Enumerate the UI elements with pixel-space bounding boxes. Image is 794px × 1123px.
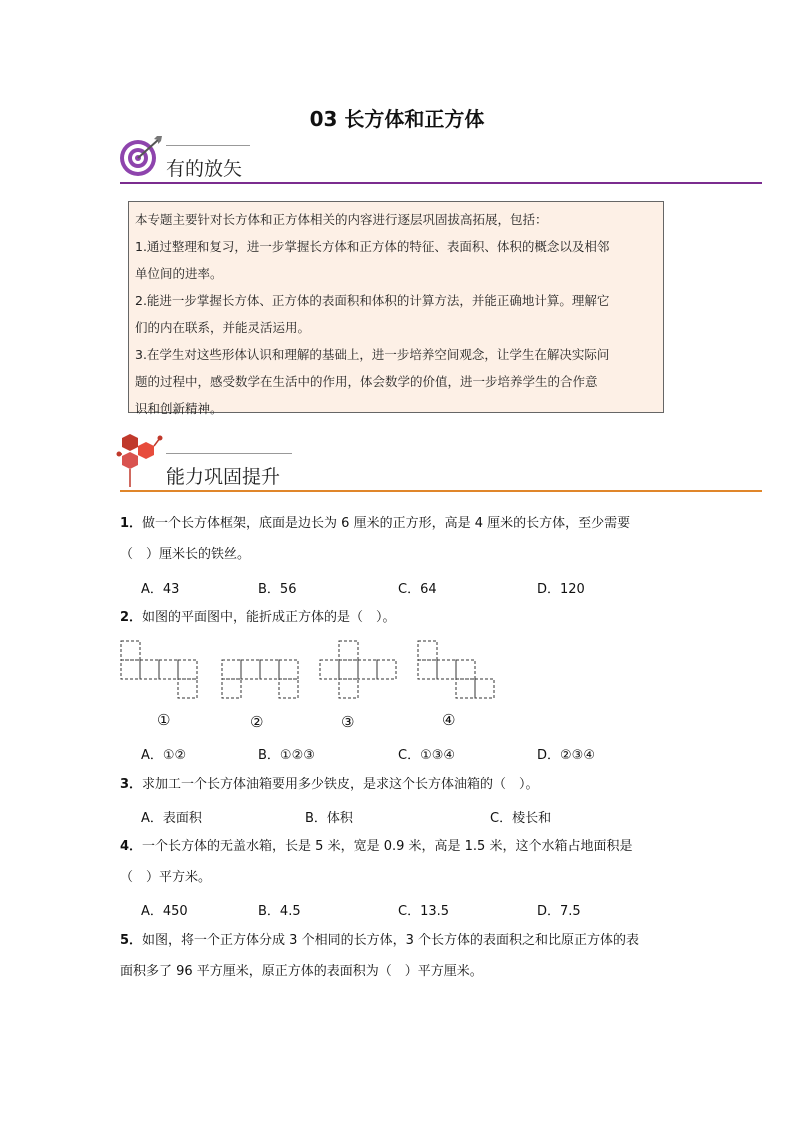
net-4: [418, 641, 494, 698]
question-1-text: 做一个长方体框架，底面是边长为 6 厘米的正方形，高是 4 厘米的长方体，至少需要: [142, 516, 631, 531]
section1-title: 有的放矢: [166, 158, 243, 180]
question-4-text-cont: （ ）平方米。: [120, 870, 212, 885]
figure-label-2: ②: [250, 713, 264, 731]
section1-divider: [120, 182, 762, 184]
question-4: 4．一个长方体的无盖水箱，长是 5 米，宽是 0.9 米，高是 1.5 米，这个水箱占地面积是 （ ）平方米。: [120, 831, 680, 893]
intro-line: 2.能进一步掌握长方体、正方体的表面积和体积的计算方法，并能正确地计算。理解它: [135, 293, 610, 308]
q3-option-b[interactable]: B．体积: [305, 811, 353, 826]
question-3-text: 求加工一个长方体油箱要用多少铁皮，是求这个长方体油箱的（ ）。: [142, 777, 539, 792]
q2-option-d[interactable]: D．②③④: [537, 748, 595, 763]
q4-option-a[interactable]: A．450: [141, 904, 188, 919]
q4-option-b[interactable]: B．4.5: [258, 904, 301, 919]
q3-option-c[interactable]: C．棱长和: [490, 811, 552, 826]
q2-option-b[interactable]: B．①②③: [258, 748, 315, 763]
question-3: 3．求加工一个长方体油箱要用多少铁皮，是求这个长方体油箱的（ ）。: [120, 777, 539, 792]
figure-label-3: ③: [341, 713, 355, 731]
q3-option-a[interactable]: A．表面积: [141, 811, 202, 826]
q1-option-c[interactable]: C．64: [398, 582, 437, 597]
question-5-text-cont: 面积多了 96 平方厘米，原正方体的表面积为（ ）平方厘米。: [120, 964, 483, 979]
section2-divider: [120, 490, 762, 492]
question-1: 1．做一个长方体框架，底面是边长为 6 厘米的正方形，高是 4 厘米的长方体，至少需要 （ ）厘米长的铁丝。: [120, 508, 680, 570]
q1-option-d[interactable]: D．120: [537, 582, 585, 597]
q2-option-a[interactable]: A．①②: [141, 748, 187, 763]
question-5: 5．如图，将一个正方体分成 3 个相同的长方体，3 个长方体的表面积之和比原正方体的表 面积多了 96 平方厘米，原正方体的表面积为（ ）平方厘米。: [120, 925, 690, 987]
intro-line: 本专题主要针对长方体和正方体相关的内容进行逐层巩固拔高拓展，包括：: [135, 212, 548, 227]
q1-option-b[interactable]: B．56: [258, 582, 297, 597]
q4-option-d[interactable]: D．7.5: [537, 904, 581, 919]
intro-line: 们的内在联系，并能灵活运用。: [135, 320, 311, 335]
net-3: [320, 641, 396, 698]
intro-line: 1.通过整理和复习，进一步掌握长方体和正方体的特征、表面积、体积的概念以及相邻: [135, 239, 610, 254]
net-1: [121, 641, 197, 698]
intro-line: 3.在学生对这些形体认识和理解的基础上，进一步培养空间观念，让学生在解决实际问: [135, 347, 610, 362]
q2-option-c[interactable]: C．①③④: [398, 748, 456, 763]
intro-line: 题的过程中，感受数学在生活中的作用，体会数学的价值，进一步培养学生的合作意: [135, 374, 598, 389]
question-2: 2．如图的平面图中，能折成正方体的是（ ）。: [120, 610, 396, 625]
page-title: 03 长方体和正方体: [309, 107, 485, 131]
intro-line: 识和创新精神。: [135, 401, 223, 416]
net-2: [222, 660, 298, 698]
hexagon-molecule-icon: [116, 432, 164, 490]
cube-nets-figure: [118, 638, 500, 702]
q4-option-c[interactable]: C．13.5: [398, 904, 450, 919]
section2-title: 能力巩固提升: [166, 466, 281, 488]
section1-top-rule: [166, 145, 250, 146]
intro-box: [128, 201, 664, 416]
section2-top-rule: [166, 453, 292, 454]
question-2-text: 如图的平面图中，能折成正方体的是（ ）。: [142, 610, 396, 625]
question-1-text-cont: （ ）厘米长的铁丝。: [120, 547, 251, 562]
figure-label-4: ④: [442, 711, 456, 729]
question-5-text: 如图，将一个正方体分成 3 个相同的长方体，3 个长方体的表面积之和比原正方体的表: [142, 933, 639, 948]
figure-label-1: ①: [157, 711, 171, 729]
target-icon: [118, 134, 164, 184]
question-4-text: 一个长方体的无盖水箱，长是 5 米，宽是 0.9 米，高是 1.5 米，这个水箱占地面积是: [142, 839, 633, 854]
intro-line: 单位间的进率。: [135, 266, 223, 281]
q1-option-a[interactable]: A．43: [141, 582, 180, 597]
